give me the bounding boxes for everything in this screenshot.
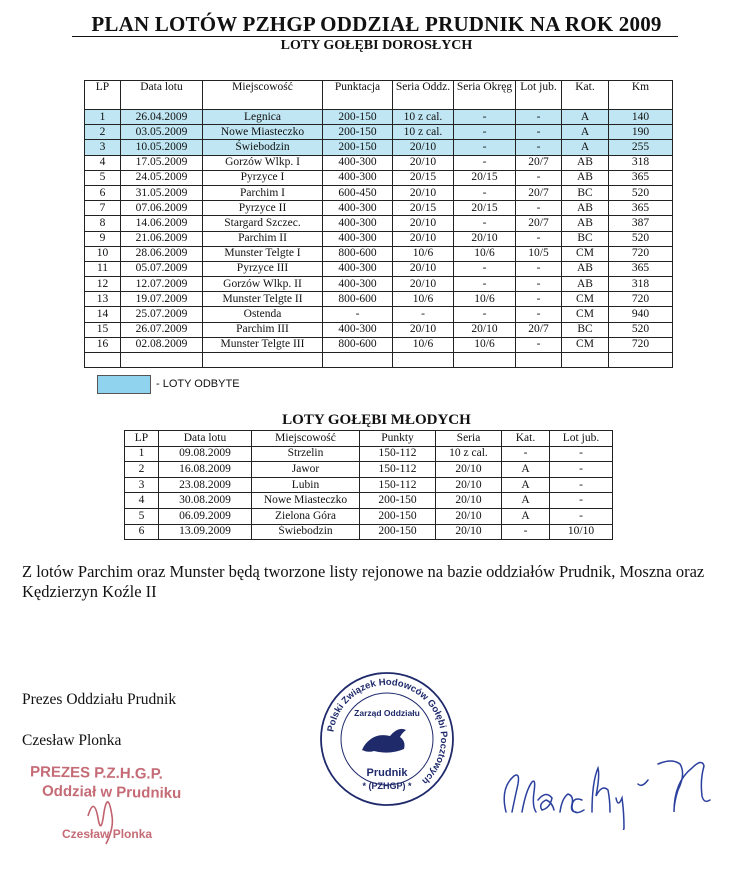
cell-place: Nowe Miasteczko <box>203 125 323 140</box>
cell-empty <box>454 353 516 368</box>
cell-points: 800-600 <box>323 246 393 261</box>
cell-seria-oddz: 20/10 <box>393 261 454 276</box>
col-header-seria: Seria <box>436 431 502 447</box>
regional-lists-note: Z lotów Parchim oraz Munster będą tworzone listy rejonowe na bazie oddziałów Prudnik, Moszna oraz Kędzierzyn Koźle II <box>22 562 705 601</box>
cell-km: 720 <box>609 337 673 352</box>
pigeon-icon <box>362 729 406 753</box>
table-row <box>85 110 673 125</box>
adult-flights-table <box>84 80 673 368</box>
cell-seria-oddz: 10 z cal. <box>393 110 454 125</box>
cell-lot-jub: 20/7 <box>516 322 562 337</box>
cell-date: 21.06.2009 <box>121 231 203 246</box>
cell-lp: 4 <box>125 493 159 509</box>
cell-lp: 10 <box>85 246 121 261</box>
cell-date: 07.06.2009 <box>121 201 203 216</box>
col-header-lp: LP <box>85 81 121 110</box>
handwritten-signature <box>488 720 738 830</box>
cell-points: 200-150 <box>360 493 436 509</box>
cell-seria-okreg: - <box>454 277 516 292</box>
seal-city: Prudnik <box>366 767 408 779</box>
cell-empty <box>562 353 609 368</box>
cell-date: 03.05.2009 <box>121 125 203 140</box>
cell-seria-okreg: - <box>454 307 516 322</box>
cell-lp: 2 <box>125 462 159 478</box>
cell-kat: AB <box>562 261 609 276</box>
cell-kat: AB <box>562 277 609 292</box>
table-row <box>85 277 673 292</box>
cell-km: 365 <box>609 261 673 276</box>
legend-label: - LOTY ODBYTE <box>156 378 240 390</box>
col-header-points: Punktacja <box>323 81 393 110</box>
cell-kat: A <box>562 110 609 125</box>
table-row <box>125 493 613 509</box>
col-header-date: Data lotu <box>159 431 252 447</box>
table-row <box>85 292 673 307</box>
cell-lot-jub: - <box>516 170 562 185</box>
cell-km: 720 <box>609 292 673 307</box>
cell-place: Munster Telgte II <box>203 292 323 307</box>
cell-lot-jub: - <box>550 477 613 493</box>
cell-points: 400-300 <box>323 261 393 276</box>
table-row <box>85 337 673 352</box>
table-row <box>125 462 613 478</box>
cell-kat: - <box>502 446 550 462</box>
cell-empty <box>393 353 454 368</box>
cell-kat: A <box>502 477 550 493</box>
cell-seria-oddz: - <box>393 307 454 322</box>
cell-lot-jub: - <box>550 508 613 524</box>
cell-seria: 20/10 <box>436 462 502 478</box>
table-row <box>125 508 613 524</box>
stamp-line-1: PREZES P.Z.H.G.P. <box>29 763 164 783</box>
page-title: PLAN LOTÓW PZHGP ODDZIAŁ PRUDNIK NA ROK 2009 <box>91 12 662 36</box>
cell-lp: 4 <box>85 155 121 170</box>
cell-km: 520 <box>609 185 673 200</box>
cell-lot-jub: - <box>516 110 562 125</box>
cell-lp: 12 <box>85 277 121 292</box>
cell-lot-jub: - <box>516 292 562 307</box>
cell-kat: AB <box>562 155 609 170</box>
cell-seria-oddz: 20/15 <box>393 201 454 216</box>
cell-lp: 15 <box>85 322 121 337</box>
cell-lp: 6 <box>125 524 159 540</box>
cell-date: 26.07.2009 <box>121 322 203 337</box>
cell-place: Pyrzyce I <box>203 170 323 185</box>
cell-lp: 6 <box>85 185 121 200</box>
table-row <box>85 185 673 200</box>
cell-km: 318 <box>609 277 673 292</box>
cell-date: 05.07.2009 <box>121 261 203 276</box>
cell-lot-jub: - <box>516 140 562 155</box>
cell-place: Parchim III <box>203 322 323 337</box>
cell-points: 400-300 <box>323 216 393 231</box>
stamp-line-3: Czesław Plonka <box>62 827 153 841</box>
cell-points: 200-150 <box>323 140 393 155</box>
cell-kat: CM <box>562 246 609 261</box>
table-row <box>85 155 673 170</box>
cell-points: 800-600 <box>323 292 393 307</box>
cell-date: 09.08.2009 <box>159 446 252 462</box>
cell-seria-okreg: 10/6 <box>454 292 516 307</box>
cell-points: - <box>323 307 393 322</box>
cell-date: 23.08.2009 <box>159 477 252 493</box>
cell-points: 600-450 <box>323 185 393 200</box>
cell-lp: 11 <box>85 261 121 276</box>
cell-km: 520 <box>609 322 673 337</box>
cell-seria-okreg: - <box>454 261 516 276</box>
cell-seria-okreg: - <box>454 110 516 125</box>
table-row <box>85 307 673 322</box>
cell-place: Parchim II <box>203 231 323 246</box>
cell-seria-oddz: 20/10 <box>393 155 454 170</box>
cell-lot-jub: - <box>516 231 562 246</box>
cell-empty <box>85 353 121 368</box>
table-row <box>125 446 613 462</box>
cell-empty <box>121 353 203 368</box>
cell-lot-jub: 20/7 <box>516 155 562 170</box>
cell-seria-okreg: 10/6 <box>454 246 516 261</box>
cell-date: 02.08.2009 <box>121 337 203 352</box>
cell-points: 200-150 <box>360 508 436 524</box>
cell-points: 200-150 <box>360 524 436 540</box>
cell-lp: 3 <box>125 477 159 493</box>
signatory-name: Czesław Plonka <box>22 732 122 749</box>
cell-points: 150-112 <box>360 477 436 493</box>
cell-km: 318 <box>609 155 673 170</box>
cell-kat: CM <box>562 307 609 322</box>
cell-kat: BC <box>562 185 609 200</box>
seal-inner-text: Zarząd Oddziału <box>354 708 420 718</box>
cell-seria-okreg: - <box>454 125 516 140</box>
cell-lot-jub: - <box>550 493 613 509</box>
cell-seria-okreg: - <box>454 185 516 200</box>
cell-place: Munster Telgte I <box>203 246 323 261</box>
cell-date: 19.07.2009 <box>121 292 203 307</box>
cell-kat: AB <box>562 216 609 231</box>
cell-lot-jub: - <box>550 462 613 478</box>
cell-points: 150-112 <box>360 462 436 478</box>
cell-place: Stargard Szczec. <box>203 216 323 231</box>
col-header-seria-okreg: Seria Okręg <box>454 81 516 110</box>
cell-lot-jub: - <box>550 446 613 462</box>
cell-lot-jub: - <box>516 125 562 140</box>
cell-seria: 20/10 <box>436 477 502 493</box>
cell-kat: CM <box>562 292 609 307</box>
cell-km: 520 <box>609 231 673 246</box>
cell-seria: 20/10 <box>436 524 502 540</box>
cell-kat: CM <box>562 337 609 352</box>
cell-lp: 1 <box>85 110 121 125</box>
seal-abbr: * (PZHGP) * <box>362 781 412 791</box>
cell-km: 387 <box>609 216 673 231</box>
table-row <box>125 524 613 540</box>
cell-seria-oddz: 20/10 <box>393 231 454 246</box>
cell-points: 200-150 <box>323 110 393 125</box>
col-header-place: Miejscowość <box>203 81 323 110</box>
table-row <box>85 322 673 337</box>
cell-date: 10.05.2009 <box>121 140 203 155</box>
cell-kat: - <box>502 524 550 540</box>
page-subtitle: LOTY GOŁĘBI DOROSŁYCH <box>280 38 473 53</box>
cell-lot-jub: - <box>516 261 562 276</box>
cell-lp: 14 <box>85 307 121 322</box>
title-underline <box>72 36 678 37</box>
cell-lp: 13 <box>85 292 121 307</box>
table-row-empty <box>85 353 673 368</box>
cell-date: 13.09.2009 <box>159 524 252 540</box>
cell-place: Lubin <box>252 477 360 493</box>
cell-lp: 9 <box>85 231 121 246</box>
col-header-kat: Kat. <box>502 431 550 447</box>
table-row <box>85 261 673 276</box>
legend-swatch <box>97 375 151 394</box>
cell-seria-okreg: - <box>454 155 516 170</box>
cell-km: 190 <box>609 125 673 140</box>
cell-kat: BC <box>562 231 609 246</box>
table-row <box>85 125 673 140</box>
cell-place: Pyrzyce III <box>203 261 323 276</box>
cell-points: 400-300 <box>323 277 393 292</box>
cell-lp: 5 <box>85 170 121 185</box>
cell-km: 365 <box>609 170 673 185</box>
cell-date: 26.04.2009 <box>121 110 203 125</box>
cell-date: 06.09.2009 <box>159 508 252 524</box>
cell-date: 31.05.2009 <box>121 185 203 200</box>
cell-seria-oddz: 10/6 <box>393 292 454 307</box>
cell-seria-oddz: 20/10 <box>393 277 454 292</box>
cell-lp: 7 <box>85 201 121 216</box>
adult-table-header <box>85 81 673 110</box>
cell-points: 400-300 <box>323 201 393 216</box>
young-flights-table <box>124 430 613 540</box>
col-header-place: Miejscowość <box>252 431 360 447</box>
cell-empty <box>609 353 673 368</box>
cell-lp: 16 <box>85 337 121 352</box>
table-row <box>85 201 673 216</box>
cell-date: 30.08.2009 <box>159 493 252 509</box>
col-header-lot-jub: Lot jub. <box>550 431 613 447</box>
table-row <box>85 246 673 261</box>
association-seal <box>318 670 456 808</box>
cell-km: 720 <box>609 246 673 261</box>
cell-date: 17.05.2009 <box>121 155 203 170</box>
cell-points: 200-150 <box>323 125 393 140</box>
cell-seria-oddz: 20/10 <box>393 216 454 231</box>
cell-kat: A <box>502 493 550 509</box>
young-section-title: LOTY GOŁĘBI MŁODYCH <box>282 412 471 428</box>
cell-lot-jub: - <box>516 201 562 216</box>
cell-lp: 3 <box>85 140 121 155</box>
cell-kat: A <box>562 140 609 155</box>
cell-place: Nowe Miasteczko <box>252 493 360 509</box>
cell-seria: 20/10 <box>436 508 502 524</box>
cell-empty <box>323 353 393 368</box>
cell-points: 800-600 <box>323 337 393 352</box>
seal-ring-text: Polski Związek Hodowców Gołębi Pocztowych <box>325 676 450 787</box>
cell-seria-okreg: 20/15 <box>454 201 516 216</box>
cell-place: Gorzów Wlkp. II <box>203 277 323 292</box>
cell-seria-oddz: 20/10 <box>393 185 454 200</box>
cell-date: 25.07.2009 <box>121 307 203 322</box>
cell-place: Ostenda <box>203 307 323 322</box>
cell-seria-okreg: 20/10 <box>454 231 516 246</box>
cell-lot-jub: 20/7 <box>516 216 562 231</box>
cell-lp: 5 <box>125 508 159 524</box>
cell-points: 400-300 <box>323 231 393 246</box>
cell-lot-jub: - <box>516 307 562 322</box>
cell-seria-okreg: 10/6 <box>454 337 516 352</box>
cell-date: 24.05.2009 <box>121 170 203 185</box>
col-header-lp: LP <box>125 431 159 447</box>
cell-place: Legnica <box>203 110 323 125</box>
cell-kat: AB <box>562 201 609 216</box>
cell-place: Parchim I <box>203 185 323 200</box>
cell-lot-jub: - <box>516 277 562 292</box>
cell-seria-oddz: 10 z cal. <box>393 125 454 140</box>
cell-seria-oddz: 10/6 <box>393 337 454 352</box>
cell-date: 14.06.2009 <box>121 216 203 231</box>
cell-kat: AB <box>562 170 609 185</box>
cell-points: 150-112 <box>360 446 436 462</box>
cell-km: 255 <box>609 140 673 155</box>
cell-seria-okreg: 20/15 <box>454 170 516 185</box>
cell-lp: 2 <box>85 125 121 140</box>
cell-lot-jub: 10/10 <box>550 524 613 540</box>
cell-place: Munster Telgte III <box>203 337 323 352</box>
cell-place: Świebodzin <box>203 140 323 155</box>
cell-seria-oddz: 20/10 <box>393 140 454 155</box>
cell-seria-okreg: 20/10 <box>454 322 516 337</box>
cell-place: Gorzów Wlkp. I <box>203 155 323 170</box>
col-header-km: Km <box>609 81 673 110</box>
cell-kat: A <box>502 462 550 478</box>
cell-place: Świebodzin <box>252 524 360 540</box>
cell-place: Zielona Góra <box>252 508 360 524</box>
cell-lp: 1 <box>125 446 159 462</box>
col-header-lot-jub: Lot jub. <box>516 81 562 110</box>
cell-lot-jub: 10/5 <box>516 246 562 261</box>
table-row <box>85 140 673 155</box>
cell-points: 400-300 <box>323 322 393 337</box>
cell-lot-jub: - <box>516 337 562 352</box>
cell-date: 28.06.2009 <box>121 246 203 261</box>
signatory-role: Prezes Oddziału Prudnik <box>22 691 177 708</box>
cell-seria-oddz: 10/6 <box>393 246 454 261</box>
cell-place: Jawor <box>252 462 360 478</box>
stamp-line-2: Oddział w Prudniku <box>41 782 182 803</box>
cell-seria: 10 z cal. <box>436 446 502 462</box>
cell-lot-jub: 20/7 <box>516 185 562 200</box>
cell-kat: A <box>562 125 609 140</box>
cell-km: 940 <box>609 307 673 322</box>
cell-km: 140 <box>609 110 673 125</box>
table-row <box>85 216 673 231</box>
col-header-kat: Kat. <box>562 81 609 110</box>
cell-empty <box>516 353 562 368</box>
col-header-seria-oddz: Seria Oddz. <box>393 81 454 110</box>
table-row <box>85 231 673 246</box>
cell-lp: 8 <box>85 216 121 231</box>
cell-seria-okreg: - <box>454 140 516 155</box>
cell-seria: 20/10 <box>436 493 502 509</box>
president-stamp <box>10 750 230 850</box>
cell-place: Strzelin <box>252 446 360 462</box>
cell-seria-oddz: 20/10 <box>393 322 454 337</box>
cell-date: 16.08.2009 <box>159 462 252 478</box>
cell-date: 12.07.2009 <box>121 277 203 292</box>
table-row <box>85 170 673 185</box>
cell-seria-oddz: 20/15 <box>393 170 454 185</box>
cell-km: 365 <box>609 201 673 216</box>
young-table-header <box>125 431 613 447</box>
table-row <box>125 477 613 493</box>
col-header-date: Data lotu <box>121 81 203 110</box>
cell-place: Pyrzyce II <box>203 201 323 216</box>
cell-seria-okreg: - <box>454 216 516 231</box>
cell-kat: BC <box>562 322 609 337</box>
cell-empty <box>203 353 323 368</box>
col-header-points: Punkty <box>360 431 436 447</box>
cell-kat: A <box>502 508 550 524</box>
cell-points: 400-300 <box>323 170 393 185</box>
cell-points: 400-300 <box>323 155 393 170</box>
